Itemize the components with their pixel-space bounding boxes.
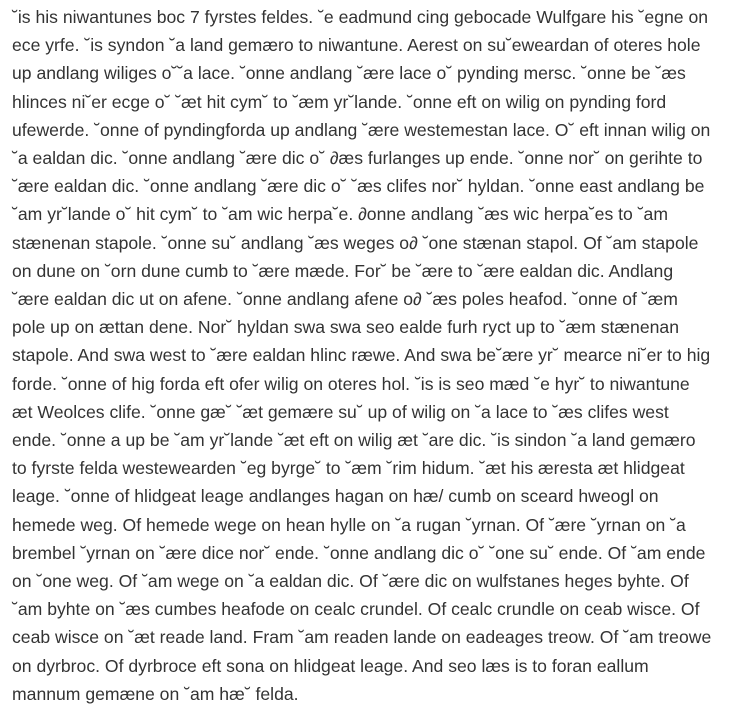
text-line: pole up on ættan dene. Nor˘ hyldan swa swa seo ealde furh ryct up to ˘æm stænenan — [12, 317, 679, 338]
text-line: ˘ære ealdan dic ut on afene. ˘onne andlang afene o∂ ˘æs poles heafod. ˘onne of ˘æm — [12, 289, 678, 310]
text-line: forde. ˘onne of hig forda eft ofer wilig on oteres hol. ˘is is seo mæd ˘e hyr˘ to niwantune — [12, 373, 690, 394]
text-line: up andlang wiliges o˘˘a lace. ˘onne andlang ˘ære lace o˘ pynding mersc. ˘onne be ˘æs — [12, 63, 686, 84]
text-line: ˘am byhte on ˘æs cumbes heafode on cealc crundel. Of cealc crundle on ceab wisce. Of — [12, 599, 700, 620]
text-line: on ˘one weg. Of ˘am wege on ˘a ealdan dic. Of ˘ære dic on wulfstanes heges byhte. Of — [12, 571, 689, 592]
text-line: æt Weolces clife. ˘onne gæ˘ ˘æt gemære su˘ up of wilig on ˘a lace to ˘æs clifes west — [12, 401, 669, 422]
text-line: ˘is his niwantunes boc 7 fyrstes feldes. ˘e eadmund cing gebocade Wulfgare his ˘egne on — [12, 7, 709, 27]
text-line: hlinces ni˘er ecge o˘ ˘æt hit cym˘ to ˘æm yr˘lande. ˘onne eft on wilig on pynding ford — [12, 91, 667, 112]
text-line: to fyrste felda westewearden ˘eg byrge˘ to ˘æm ˘rim hidum. ˘æt his æresta æt hlidgeat — [12, 458, 685, 479]
text-line: ˘am yr˘lande o˘ hit cym˘ to ˘am wic herpa˘e. ∂onne andlang ˘æs wic herpa˘es to ˘am — [12, 204, 669, 225]
text-line: brembel ˘yrnan on ˘ære dice nor˘ ende. ˘onne andlang dic o˘ ˘one su˘ ende. Of ˘am ende — [12, 542, 706, 563]
text-line: ceab wisce on ˘æt reade land. Fram ˘am readen lande on eadeages treow. Of ˘am treowe — [12, 627, 712, 648]
text-line: stænenan stapole. ˘onne su˘ andlang ˘æs weges o∂ ˘one stænan stapol. Of ˘am stapole — [12, 232, 699, 253]
text-line: ˘ære ealdan dic. ˘onne andlang ˘ære dic o˘ ˘æs clifes nor˘ hyldan. ˘onne east andlang be — [12, 176, 705, 197]
text-line: on dune on ˘orn dune cumb to ˘ære mæde. For˘ be ˘ære to ˘ære ealdan dic. Andlang — [12, 260, 674, 281]
text-line: stapole. And swa west to ˘ære ealdan hlinc ræwe. And swa be˘ære yr˘ mearce ni˘er to hig — [12, 345, 711, 366]
charter-text — [12, 3, 740, 708]
text-line: ende. ˘onne a up be ˘am yr˘lande ˘æt eft on wilig æt ˘are dic. ˘is sindon ˘a land gemæro — [12, 430, 696, 451]
text-line: ufewerde. ˘onne of pyndingforda up andlang ˘ære westemestan lace. O˘ eft innan wilig on — [12, 119, 711, 140]
text-line: hemede weg. Of hemede wege on hean hylle on ˘a rugan ˘yrnan. Of ˘ære ˘yrnan on ˘a — [12, 514, 686, 535]
text-line: leage. ˘onne of hlidgeat leage andlanges hagan on hæ/ cumb on sceard hweogl on — [12, 486, 659, 507]
text-line: ece yrfe. ˘is syndon ˘a land gemæro to niwantune. Aerest on su˘eweardan of oteres hole — [12, 35, 701, 56]
text-line: mannum gemæne on ˘am hæ˘ felda. — [12, 683, 299, 704]
text-line: on dyrbroc. Of dyrbroce eft sona on hlidgeat leage. And seo læs is to foran eallum — [12, 655, 649, 676]
text-line: ˘a ealdan dic. ˘onne andlang ˘ære dic o˘ ∂æs furlanges up ende. ˘onne nor˘ on gerihte to — [12, 148, 703, 169]
